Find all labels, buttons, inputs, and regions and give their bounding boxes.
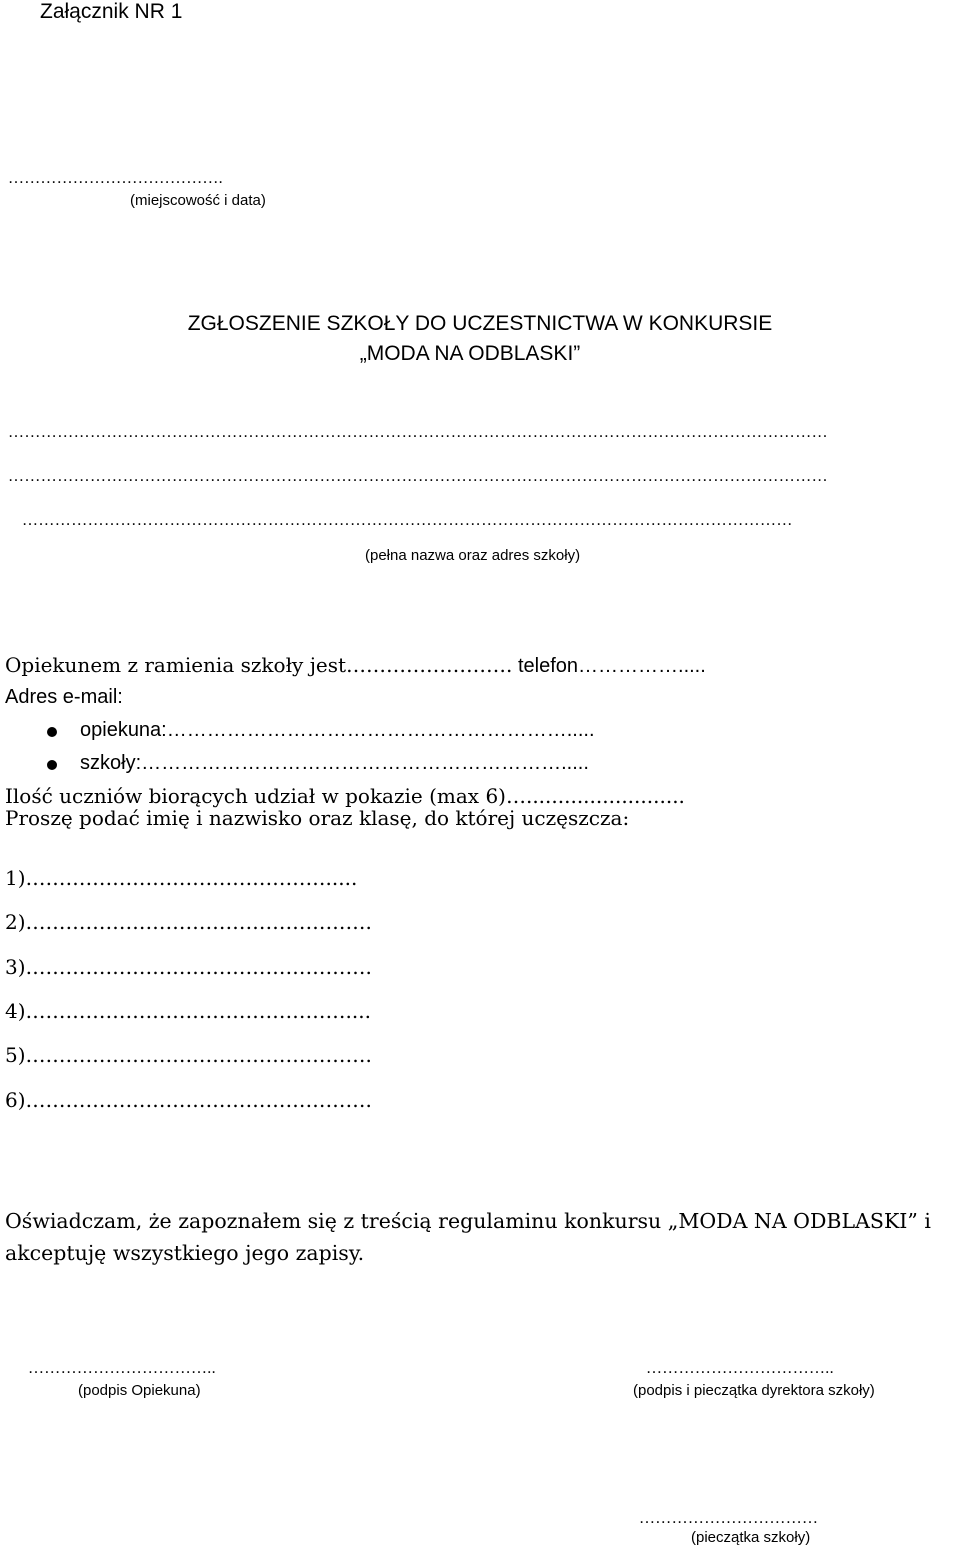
student-line-6: 6)……………………………………………. — [5, 1088, 372, 1112]
email-guardian-item — [80, 719, 595, 742]
email-school-label: szkoły:………………………………………………………..... — [80, 752, 589, 774]
student-line-1: 1)………………………………………..... — [5, 866, 358, 890]
phone-label: telefon……………..... — [512, 655, 706, 677]
declaration-text: Oświadczam, że zapoznałem się z treścią regulaminu konkursu „MODA NA ODBLASKI” i akceptuję wszystkiego jego zapisy. — [5, 1209, 931, 1265]
place-date-fill-line: …………………………………. — [8, 170, 223, 187]
document-title: ZGŁOSZENIE SZKOŁY DO UCZESTNICTWA W KONKURSIE — [187, 312, 773, 335]
guardian-signature-caption: (podpis Opiekuna) — [78, 1382, 201, 1399]
student-line-2: 2)……………………………………………. — [5, 910, 372, 934]
contest-name: „MODA NA ODBLASKI” — [359, 342, 581, 365]
school-stamp-caption: (pieczątka szkoły) — [691, 1529, 811, 1546]
students-instruction: Proszę podać imię i nazwisko oraz klasę, do której uczęszcza: — [5, 806, 630, 830]
email-guardian-label: opiekuna:……………………………………………………..... — [80, 719, 595, 741]
annex-header: Załącznik NR 1 — [40, 0, 183, 23]
school-caption: (pełna nazwa oraz adres szkoły) — [365, 547, 581, 564]
student-line-5: 5)……………………………………………. — [5, 1043, 372, 1067]
school-name-fill-line-2: …………………………………………………………………………………………………………………………………… — [8, 468, 828, 485]
student-line-3: 3)……………………………………………. — [5, 955, 372, 979]
bullet-icon — [47, 760, 57, 770]
guardian-label: Opiekunem z ramienia szkoły jest……………………. — [5, 653, 513, 677]
student-line-4: 4)………………………………………….... — [5, 999, 371, 1023]
email-school-item — [80, 752, 589, 775]
email-label: Adres e-mail: — [5, 686, 123, 708]
guardian-line — [5, 653, 706, 678]
guardian-signature-line: …………………………….. — [28, 1360, 216, 1377]
place-date-caption: (miejscowość i data) — [130, 192, 266, 209]
director-signature-caption: (podpis i pieczątka dyrektora szkoły) — [633, 1382, 875, 1399]
director-signature-line: …………………………….. — [646, 1360, 834, 1377]
school-name-fill-line-3: …………………………………………………………………………………………………………………………… — [22, 512, 793, 529]
students-count-line: Ilość uczniów biorących udział w pokazie (max 6)…......................... — [5, 784, 685, 808]
school-name-fill-line-1: …………………………………………………………………………………………………………………………………… — [8, 424, 828, 441]
school-stamp-line: …………………………… — [639, 1510, 819, 1527]
bullet-icon — [47, 727, 57, 737]
